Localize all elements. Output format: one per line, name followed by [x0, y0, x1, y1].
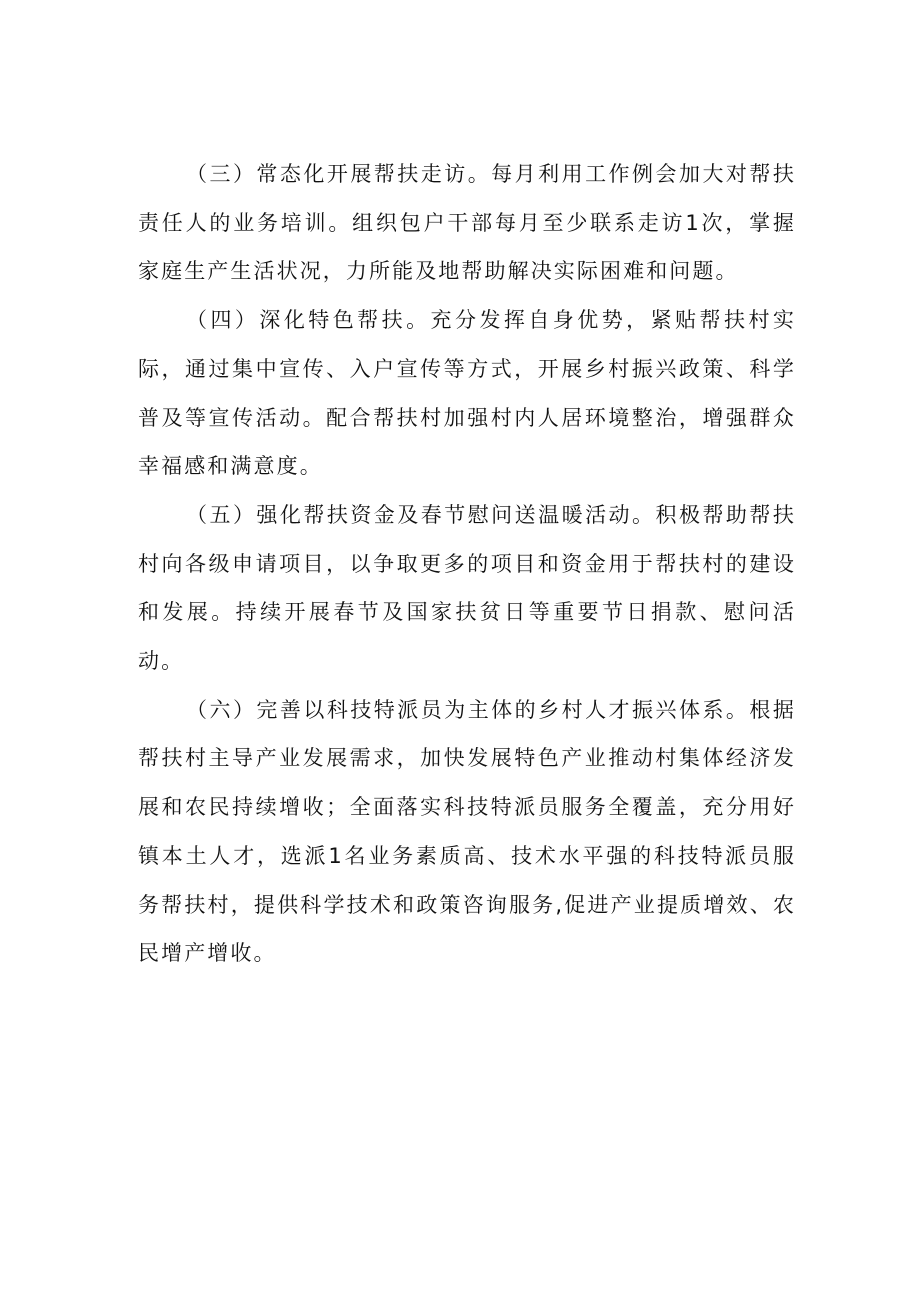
paragraph-6: （六）完善以科技特派员为主体的乡村人才振兴体系。根据帮扶村主导产业发展需求，加快发展特色产业推动村集体经济发展和农民持续增收；全面落实科技特派员服务全覆盖，充分用好镇本土人才，选派1名业务素质高、技术水平强的科技特派员服务帮扶村，提供科学技术和政策咨询服务,促进产业提质增效、农民增产增收。: [138, 697, 796, 966]
paragraph-4: （四）深化特色帮扶。充分发挥自身优势，紧贴帮扶村实际，通过集中宣传、入户宣传等方式，开展乡村振兴政策、科学普及等宣传活动。配合帮扶村加强村内人居环境整治，增强群众幸福感和满意度。: [138, 308, 796, 479]
document-body: [138, 150, 796, 978]
paragraph-5: （五）强化帮扶资金及春节慰问送温暖活动。积极帮助帮扶村向各级申请项目，以争取更多的项目和资金用于帮扶村的建设和发展。持续开展春节及国家扶贫日等重要节日捐款、慰问活动。: [138, 502, 796, 674]
paragraph-3: （三）常态化开展帮扶走访。每月利用工作例会加大对帮扶责任人的业务培训。组织包户干部每月至少联系走访1次，掌握家庭生产生活状况，力所能及地帮助解决实际困难和问题。: [138, 162, 796, 284]
